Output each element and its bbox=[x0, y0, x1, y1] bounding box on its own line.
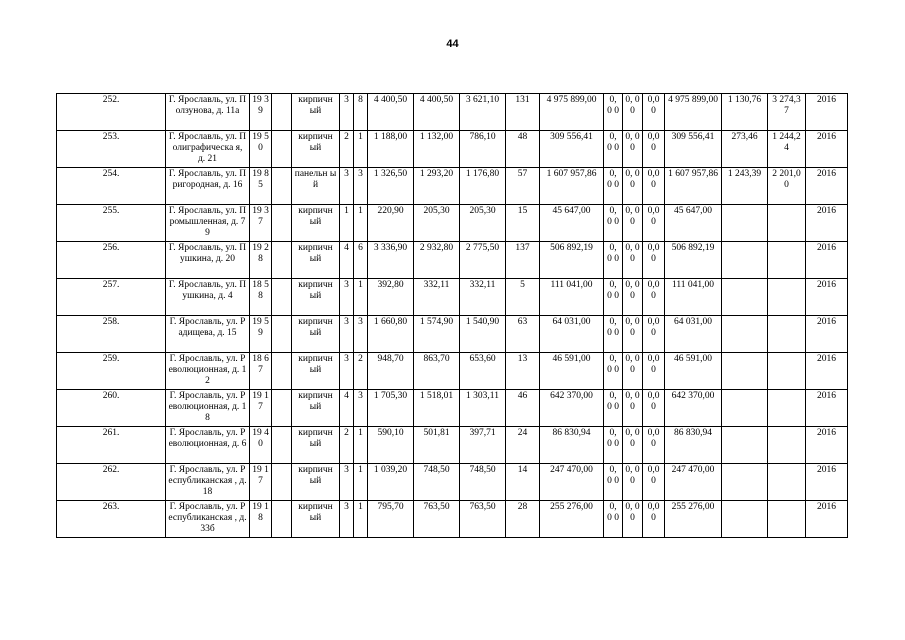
residents-cell: 13 bbox=[506, 353, 540, 390]
row-number: 255. bbox=[57, 205, 166, 242]
fund-cell-c: 0,0 0 bbox=[643, 242, 665, 279]
living-area-cell: 1 293,20 bbox=[414, 168, 460, 205]
total-area-cell: 4 400,50 bbox=[368, 94, 414, 131]
deadline-cell: 2016 bbox=[806, 427, 848, 464]
row-number: 260. bbox=[57, 390, 166, 427]
total-cost-cell: 4 975 899,00 bbox=[540, 94, 604, 131]
floors-cell: 3 bbox=[340, 168, 354, 205]
specific-cost-cell bbox=[722, 242, 768, 279]
table-row bbox=[57, 168, 848, 205]
year-built-cell: 18 67 bbox=[250, 353, 272, 390]
max-cost-cell bbox=[768, 427, 806, 464]
table-row bbox=[57, 501, 848, 538]
total-area-cell: 1 705,30 bbox=[368, 390, 414, 427]
total-area-cell: 3 336,90 bbox=[368, 242, 414, 279]
address-cell: Г. Ярославль, ул. Республиканская , д. 18 bbox=[166, 464, 250, 501]
table-row bbox=[57, 279, 848, 316]
private-area-cell: 763,50 bbox=[460, 501, 506, 538]
owners-funds-cell: 1 607 957,86 bbox=[665, 168, 722, 205]
fund-cell-a: 0, 0 0 bbox=[604, 205, 623, 242]
table-row bbox=[57, 131, 848, 168]
fund-cell-a: 0, 0 0 bbox=[604, 501, 623, 538]
total-area-cell: 220,90 bbox=[368, 205, 414, 242]
row-number: 253. bbox=[57, 131, 166, 168]
private-area-cell: 1 176,80 bbox=[460, 168, 506, 205]
total-cost-cell: 86 830,94 bbox=[540, 427, 604, 464]
table-row bbox=[57, 464, 848, 501]
deadline-cell: 2016 bbox=[806, 168, 848, 205]
fund-cell-c: 0,0 0 bbox=[643, 427, 665, 464]
deadline-cell: 2016 bbox=[806, 205, 848, 242]
entrances-cell: 1 bbox=[354, 427, 368, 464]
residents-cell: 137 bbox=[506, 242, 540, 279]
specific-cost-cell: 1 130,76 bbox=[722, 94, 768, 131]
max-cost-cell: 1 244,2 4 bbox=[768, 131, 806, 168]
private-area-cell: 748,50 bbox=[460, 464, 506, 501]
specific-cost-cell bbox=[722, 279, 768, 316]
fund-cell-c: 0,0 0 bbox=[643, 390, 665, 427]
specific-cost-cell bbox=[722, 427, 768, 464]
fund-cell-a: 0, 0 0 bbox=[604, 94, 623, 131]
residents-cell: 15 bbox=[506, 205, 540, 242]
residents-cell: 131 bbox=[506, 94, 540, 131]
floors-cell: 2 bbox=[340, 427, 354, 464]
owners-funds-cell: 309 556,41 bbox=[665, 131, 722, 168]
total-cost-cell: 45 647,00 bbox=[540, 205, 604, 242]
entrances-cell: 3 bbox=[354, 168, 368, 205]
address-cell: Г. Ярославль, ул. Радищева, д. 15 bbox=[166, 316, 250, 353]
entrances-cell: 1 bbox=[354, 501, 368, 538]
deadline-cell: 2016 bbox=[806, 464, 848, 501]
fund-cell-b: 0, 0 0 bbox=[623, 205, 643, 242]
address-cell: Г. Ярославль, ул. Полиграфическа я, д. 21 bbox=[166, 131, 250, 168]
owners-funds-cell: 45 647,00 bbox=[665, 205, 722, 242]
fund-cell-b: 0, 0 0 bbox=[623, 316, 643, 353]
address-cell: Г. Ярославль, ул. Революционная, д. 12 bbox=[166, 353, 250, 390]
living-area-cell: 332,11 bbox=[414, 279, 460, 316]
max-cost-cell bbox=[768, 464, 806, 501]
deadline-cell: 2016 bbox=[806, 279, 848, 316]
empty-cell bbox=[272, 205, 292, 242]
living-area-cell: 763,50 bbox=[414, 501, 460, 538]
private-area-cell: 332,11 bbox=[460, 279, 506, 316]
empty-cell bbox=[272, 94, 292, 131]
owners-funds-cell: 255 276,00 bbox=[665, 501, 722, 538]
address-cell: Г. Ярославль, ул. Республиканская , д. 33б bbox=[166, 501, 250, 538]
year-built-cell: 19 28 bbox=[250, 242, 272, 279]
total-cost-cell: 247 470,00 bbox=[540, 464, 604, 501]
fund-cell-c: 0,0 0 bbox=[643, 205, 665, 242]
living-area-cell: 2 932,80 bbox=[414, 242, 460, 279]
address-cell: Г. Ярославль, ул. Пушкина, д. 20 bbox=[166, 242, 250, 279]
total-area-cell: 1 188,00 bbox=[368, 131, 414, 168]
wall-material-cell: кирпичн ый bbox=[292, 390, 340, 427]
fund-cell-c: 0,0 0 bbox=[643, 279, 665, 316]
wall-material-cell: кирпичн ый bbox=[292, 205, 340, 242]
living-area-cell: 501,81 bbox=[414, 427, 460, 464]
deadline-cell: 2016 bbox=[806, 353, 848, 390]
wall-material-cell: кирпичн ый bbox=[292, 316, 340, 353]
max-cost-cell: 2 201,0 0 bbox=[768, 168, 806, 205]
floors-cell: 4 bbox=[340, 242, 354, 279]
wall-material-cell: кирпичн ый bbox=[292, 131, 340, 168]
empty-cell bbox=[272, 427, 292, 464]
wall-material-cell: кирпичн ый bbox=[292, 94, 340, 131]
row-number: 259. bbox=[57, 353, 166, 390]
fund-cell-b: 0, 0 0 bbox=[623, 353, 643, 390]
address-cell: Г. Ярославль, ул. Революционная, д. 6 bbox=[166, 427, 250, 464]
total-cost-cell: 46 591,00 bbox=[540, 353, 604, 390]
year-built-cell: 19 40 bbox=[250, 427, 272, 464]
row-number: 263. bbox=[57, 501, 166, 538]
total-area-cell: 590,10 bbox=[368, 427, 414, 464]
floors-cell: 4 bbox=[340, 390, 354, 427]
fund-cell-b: 0, 0 0 bbox=[623, 501, 643, 538]
total-cost-cell: 309 556,41 bbox=[540, 131, 604, 168]
wall-material-cell: кирпичн ый bbox=[292, 427, 340, 464]
residents-cell: 46 bbox=[506, 390, 540, 427]
table-body bbox=[57, 94, 848, 538]
row-number: 254. bbox=[57, 168, 166, 205]
max-cost-cell bbox=[768, 353, 806, 390]
living-area-cell: 863,70 bbox=[414, 353, 460, 390]
max-cost-cell bbox=[768, 316, 806, 353]
floors-cell: 3 bbox=[340, 464, 354, 501]
address-cell: Г. Ярославль, ул. Ползунова, д. 11а bbox=[166, 94, 250, 131]
deadline-cell: 2016 bbox=[806, 242, 848, 279]
fund-cell-b: 0, 0 0 bbox=[623, 279, 643, 316]
fund-cell-a: 0, 0 0 bbox=[604, 353, 623, 390]
fund-cell-c: 0,0 0 bbox=[643, 316, 665, 353]
table-row bbox=[57, 316, 848, 353]
private-area-cell: 1 540,90 bbox=[460, 316, 506, 353]
year-built-cell: 19 17 bbox=[250, 390, 272, 427]
empty-cell bbox=[272, 316, 292, 353]
specific-cost-cell bbox=[722, 464, 768, 501]
table-row bbox=[57, 242, 848, 279]
entrances-cell: 1 bbox=[354, 205, 368, 242]
max-cost-cell: 3 274,3 7 bbox=[768, 94, 806, 131]
private-area-cell: 1 303,11 bbox=[460, 390, 506, 427]
fund-cell-c: 0,0 0 bbox=[643, 168, 665, 205]
row-number: 252. bbox=[57, 94, 166, 131]
fund-cell-a: 0, 0 0 bbox=[604, 131, 623, 168]
owners-funds-cell: 247 470,00 bbox=[665, 464, 722, 501]
total-cost-cell: 506 892,19 bbox=[540, 242, 604, 279]
owners-funds-cell: 46 591,00 bbox=[665, 353, 722, 390]
year-built-cell: 19 39 bbox=[250, 94, 272, 131]
year-built-cell: 19 17 bbox=[250, 464, 272, 501]
total-cost-cell: 111 041,00 bbox=[540, 279, 604, 316]
total-area-cell: 392,80 bbox=[368, 279, 414, 316]
entrances-cell: 2 bbox=[354, 353, 368, 390]
private-area-cell: 786,10 bbox=[460, 131, 506, 168]
total-cost-cell: 64 031,00 bbox=[540, 316, 604, 353]
floors-cell: 3 bbox=[340, 316, 354, 353]
fund-cell-c: 0,0 0 bbox=[643, 94, 665, 131]
entrances-cell: 6 bbox=[354, 242, 368, 279]
wall-material-cell: кирпичн ый bbox=[292, 464, 340, 501]
residents-cell: 48 bbox=[506, 131, 540, 168]
empty-cell bbox=[272, 242, 292, 279]
residents-cell: 57 bbox=[506, 168, 540, 205]
residents-cell: 14 bbox=[506, 464, 540, 501]
fund-cell-a: 0, 0 0 bbox=[604, 427, 623, 464]
deadline-cell: 2016 bbox=[806, 390, 848, 427]
owners-funds-cell: 506 892,19 bbox=[665, 242, 722, 279]
deadline-cell: 2016 bbox=[806, 131, 848, 168]
private-area-cell: 205,30 bbox=[460, 205, 506, 242]
living-area-cell: 1 132,00 bbox=[414, 131, 460, 168]
entrances-cell: 3 bbox=[354, 390, 368, 427]
living-area-cell: 1 574,90 bbox=[414, 316, 460, 353]
owners-funds-cell: 64 031,00 bbox=[665, 316, 722, 353]
entrances-cell: 1 bbox=[354, 131, 368, 168]
fund-cell-c: 0,0 0 bbox=[643, 353, 665, 390]
max-cost-cell bbox=[768, 501, 806, 538]
living-area-cell: 4 400,50 bbox=[414, 94, 460, 131]
total-cost-cell: 1 607 957,86 bbox=[540, 168, 604, 205]
entrances-cell: 1 bbox=[354, 464, 368, 501]
specific-cost-cell bbox=[722, 316, 768, 353]
year-built-cell: 19 59 bbox=[250, 316, 272, 353]
living-area-cell: 1 518,01 bbox=[414, 390, 460, 427]
residents-cell: 24 bbox=[506, 427, 540, 464]
row-number: 256. bbox=[57, 242, 166, 279]
owners-funds-cell: 111 041,00 bbox=[665, 279, 722, 316]
address-cell: Г. Ярославль, ул. Революционная, д. 18 bbox=[166, 390, 250, 427]
table-row bbox=[57, 205, 848, 242]
entrances-cell: 3 bbox=[354, 316, 368, 353]
year-built-cell: 19 37 bbox=[250, 205, 272, 242]
fund-cell-a: 0, 0 0 bbox=[604, 242, 623, 279]
deadline-cell: 2016 bbox=[806, 94, 848, 131]
residents-cell: 63 bbox=[506, 316, 540, 353]
floors-cell: 3 bbox=[340, 94, 354, 131]
row-number: 258. bbox=[57, 316, 166, 353]
fund-cell-b: 0, 0 0 bbox=[623, 131, 643, 168]
living-area-cell: 748,50 bbox=[414, 464, 460, 501]
row-number: 262. bbox=[57, 464, 166, 501]
address-cell: Г. Ярославль, ул. Пригородная, д. 16 bbox=[166, 168, 250, 205]
residents-cell: 5 bbox=[506, 279, 540, 316]
wall-material-cell: кирпичн ый bbox=[292, 501, 340, 538]
max-cost-cell bbox=[768, 242, 806, 279]
owners-funds-cell: 4 975 899,00 bbox=[665, 94, 722, 131]
wall-material-cell: кирпичн ый bbox=[292, 242, 340, 279]
fund-cell-a: 0, 0 0 bbox=[604, 464, 623, 501]
private-area-cell: 3 621,10 bbox=[460, 94, 506, 131]
living-area-cell: 205,30 bbox=[414, 205, 460, 242]
empty-cell bbox=[272, 168, 292, 205]
fund-cell-b: 0, 0 0 bbox=[623, 94, 643, 131]
table-row bbox=[57, 427, 848, 464]
row-number: 261. bbox=[57, 427, 166, 464]
floors-cell: 2 bbox=[340, 131, 354, 168]
private-area-cell: 397,71 bbox=[460, 427, 506, 464]
empty-cell bbox=[272, 279, 292, 316]
total-area-cell: 1 039,20 bbox=[368, 464, 414, 501]
fund-cell-b: 0, 0 0 bbox=[623, 464, 643, 501]
housing-register-table bbox=[56, 93, 848, 538]
empty-cell bbox=[272, 501, 292, 538]
deadline-cell: 2016 bbox=[806, 501, 848, 538]
max-cost-cell bbox=[768, 205, 806, 242]
max-cost-cell bbox=[768, 390, 806, 427]
owners-funds-cell: 86 830,94 bbox=[665, 427, 722, 464]
empty-cell bbox=[272, 131, 292, 168]
empty-cell bbox=[272, 390, 292, 427]
year-built-cell: 19 18 bbox=[250, 501, 272, 538]
address-cell: Г. Ярославль, ул. Пушкина, д. 4 bbox=[166, 279, 250, 316]
specific-cost-cell bbox=[722, 390, 768, 427]
year-built-cell: 18 58 bbox=[250, 279, 272, 316]
total-area-cell: 795,70 bbox=[368, 501, 414, 538]
fund-cell-c: 0,0 0 bbox=[643, 131, 665, 168]
fund-cell-a: 0, 0 0 bbox=[604, 279, 623, 316]
row-number: 257. bbox=[57, 279, 166, 316]
specific-cost-cell bbox=[722, 205, 768, 242]
wall-material-cell: панельн ый bbox=[292, 168, 340, 205]
table-row bbox=[57, 94, 848, 131]
max-cost-cell bbox=[768, 279, 806, 316]
owners-funds-cell: 642 370,00 bbox=[665, 390, 722, 427]
total-cost-cell: 642 370,00 bbox=[540, 390, 604, 427]
year-built-cell: 19 50 bbox=[250, 131, 272, 168]
specific-cost-cell: 1 243,39 bbox=[722, 168, 768, 205]
floors-cell: 3 bbox=[340, 279, 354, 316]
wall-material-cell: кирпичн ый bbox=[292, 279, 340, 316]
fund-cell-b: 0, 0 0 bbox=[623, 168, 643, 205]
empty-cell bbox=[272, 464, 292, 501]
table-row bbox=[57, 353, 848, 390]
fund-cell-b: 0, 0 0 bbox=[623, 427, 643, 464]
specific-cost-cell bbox=[722, 501, 768, 538]
deadline-cell: 2016 bbox=[806, 316, 848, 353]
total-area-cell: 1 660,80 bbox=[368, 316, 414, 353]
specific-cost-cell bbox=[722, 353, 768, 390]
floors-cell: 3 bbox=[340, 353, 354, 390]
fund-cell-c: 0,0 0 bbox=[643, 464, 665, 501]
fund-cell-b: 0, 0 0 bbox=[623, 390, 643, 427]
total-area-cell: 948,70 bbox=[368, 353, 414, 390]
page-number: 44 bbox=[446, 38, 459, 50]
fund-cell-a: 0, 0 0 bbox=[604, 168, 623, 205]
empty-cell bbox=[272, 353, 292, 390]
total-cost-cell: 255 276,00 bbox=[540, 501, 604, 538]
floors-cell: 3 bbox=[340, 501, 354, 538]
floors-cell: 1 bbox=[340, 205, 354, 242]
fund-cell-a: 0, 0 0 bbox=[604, 316, 623, 353]
fund-cell-a: 0, 0 0 bbox=[604, 390, 623, 427]
entrances-cell: 1 bbox=[354, 279, 368, 316]
table-row bbox=[57, 390, 848, 427]
residents-cell: 28 bbox=[506, 501, 540, 538]
address-cell: Г. Ярославль, ул. Промышленная, д. 79 bbox=[166, 205, 250, 242]
specific-cost-cell: 273,46 bbox=[722, 131, 768, 168]
private-area-cell: 653,60 bbox=[460, 353, 506, 390]
year-built-cell: 19 85 bbox=[250, 168, 272, 205]
private-area-cell: 2 775,50 bbox=[460, 242, 506, 279]
fund-cell-b: 0, 0 0 bbox=[623, 242, 643, 279]
wall-material-cell: кирпичн ый bbox=[292, 353, 340, 390]
entrances-cell: 8 bbox=[354, 94, 368, 131]
fund-cell-c: 0,0 0 bbox=[643, 501, 665, 538]
total-area-cell: 1 326,50 bbox=[368, 168, 414, 205]
